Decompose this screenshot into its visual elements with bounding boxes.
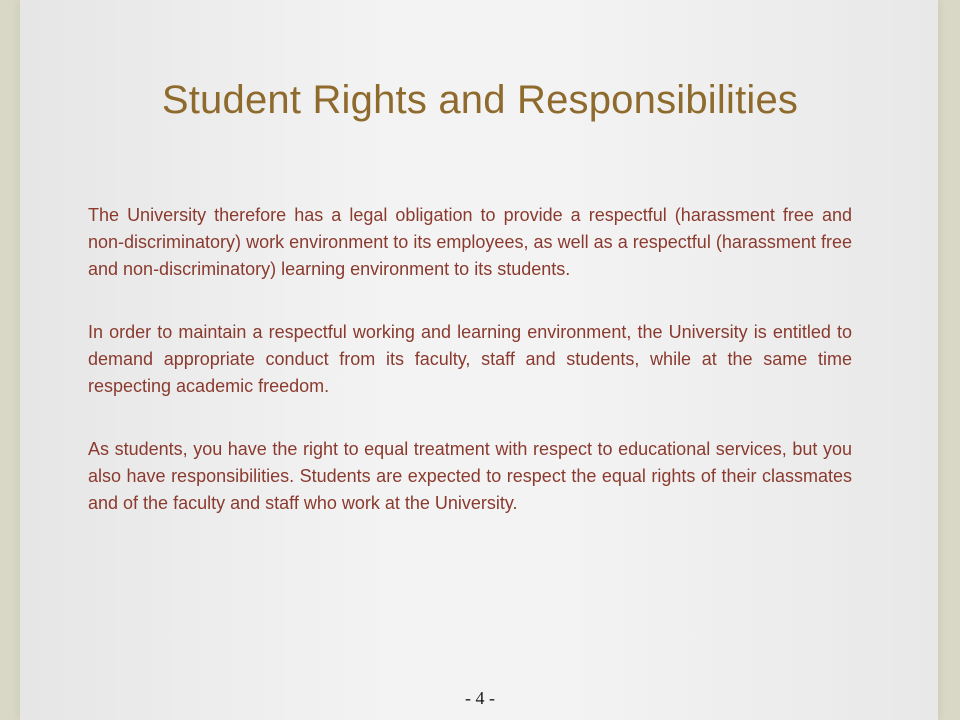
slide-title: Student Rights and Responsibilities <box>161 78 799 122</box>
paragraph-respectful-environment: In order to maintain a respectful working and learning environment, the University is entitled to demand appropriate conduct from its faculty, staff and students, while at the same time respecting academic freedom. <box>88 322 852 396</box>
paragraph-student-rights: As students, you have the right to equal treatment with respect to educational services, but you also have responsibilities. Students are expected to respect the equal rights of their classmates and of the faculty and staff who work at the University. <box>88 439 852 513</box>
page-number: - 4 - <box>465 688 495 708</box>
paragraph-legal-obligation: The University therefore has a legal obligation to provide a respectful (harassment free and non-discriminatory) work environment to its employees, as well as a respectful (harassment free and non-discriminatory) learning environment to its students. <box>88 205 852 279</box>
slide-body <box>88 202 852 553</box>
slide-panel <box>20 0 938 720</box>
